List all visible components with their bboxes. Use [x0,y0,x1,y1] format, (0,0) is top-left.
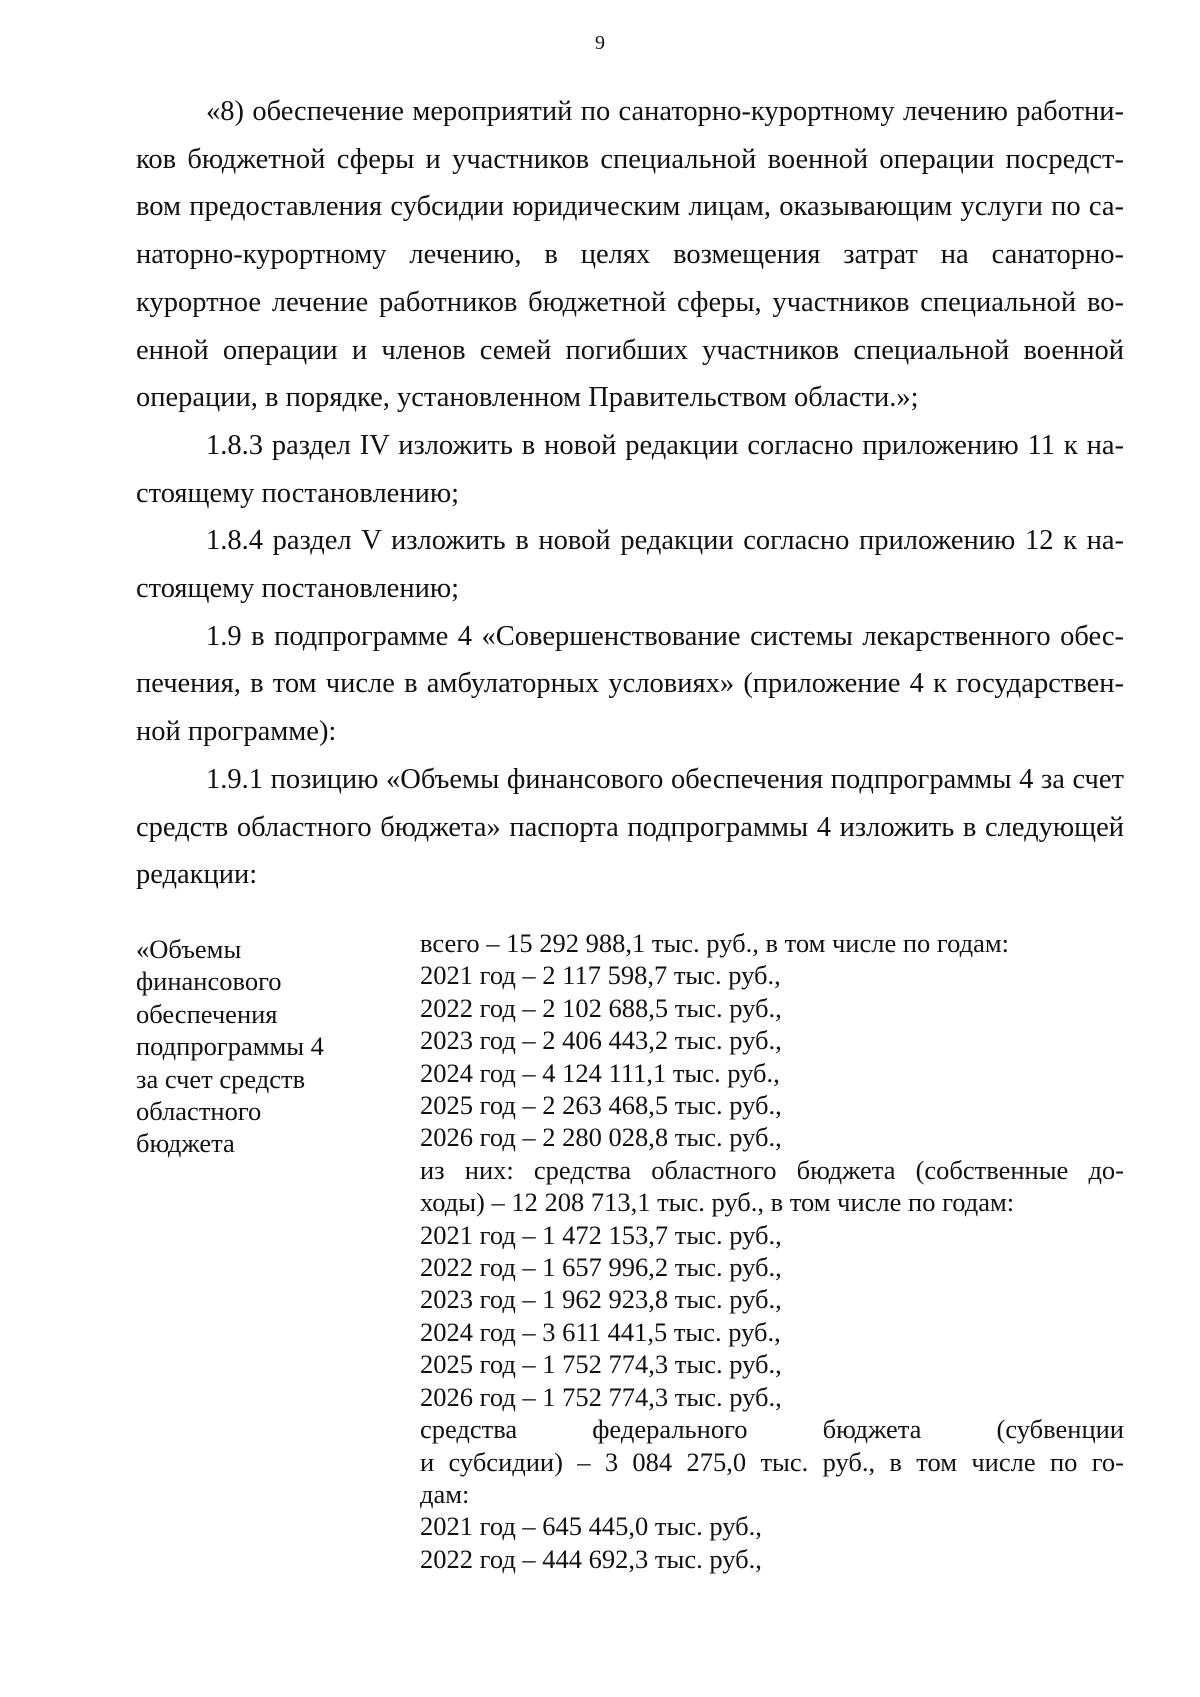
regional-year-line: 2024 год – 3 611 441,5 тыс. руб., [420,1316,781,1347]
federal-year-line: 2022 год – 444 692,3 тыс. руб., [420,1543,762,1574]
passport-label-line: областного [136,1096,262,1127]
passport-label-line: «Объемы [136,934,242,964]
passport-label-line: за счет средств [136,1063,306,1094]
paragraph-1-8-3: 1.8.3 раздел IV изложить в новой редакции согласно приложению 11 к на-стоящему постановлению; [136,429,1124,509]
funding-year-line: 2024 год – 4 124 111,1 тыс. руб., [420,1057,780,1088]
federal-funds-continuation-line: дам: [420,1478,470,1509]
funding-total-line: всего – 15 292 988,1 тыс. руб., в том числе по годам: [420,928,1009,958]
passport-table [136,927,1124,1575]
passport-label-line: обеспечения [136,998,278,1029]
regional-year-line: 2025 год – 1 752 774,3 тыс. руб., [420,1349,782,1380]
paragraph-1-9-1: 1.9.1 позицию «Объемы финансового обеспечения подпрограммы 4 за счет средств областного бюджета» паспорта подпрограммы 4 изложить в следующей редакции: [136,763,1124,891]
passport-label-line: подпрограммы 4 [136,1031,324,1062]
funding-year-line: 2021 год – 2 117 598,7 тыс. руб., [420,960,781,991]
regional-own-funds-line: из них: средства областного бюджета (собственные до- [420,1154,1124,1185]
federal-funds-total-line: и субсидии) – 3 084 275,0 тыс. руб., в том числе по го- [420,1446,1124,1477]
page-number: 9 [595,32,605,54]
regional-year-line: 2026 год – 1 752 774,3 тыс. руб., [420,1381,782,1412]
regional-year-line: 2023 год – 1 962 923,8 тыс. руб., [420,1284,782,1315]
funding-year-line: 2023 год – 2 406 443,2 тыс. руб., [420,1025,782,1056]
regional-year-line: 2021 год – 1 472 153,7 тыс. руб., [420,1219,782,1250]
paragraph-1-8-4: 1.8.4 раздел V изложить в новой редакции согласно приложению 12 к на-стоящему постановлению; [136,525,1124,605]
funding-year-line: 2022 год – 2 102 688,5 тыс. руб., [420,992,782,1023]
federal-funds-line: средства федерального бюджета (субвенции [420,1414,1124,1445]
passport-label-line: финансового [136,966,282,997]
document-body [136,88,1124,899]
funding-year-line: 2025 год – 2 263 468,5 тыс. руб., [420,1090,782,1121]
regional-year-line: 2022 год – 1 657 996,2 тыс. руб., [420,1252,782,1283]
regional-own-funds-total-line: ходы) – 12 208 713,1 тыс. руб., в том числе по годам: [420,1187,1015,1218]
federal-year-line: 2021 год – 645 445,0 тыс. руб., [420,1511,762,1542]
paragraph-item-8: «8) обеспечение мероприятий по санаторно-курортному лечению работни-ков бюджетной сферы и участников специальной военной операции посредст-вом предоставления субсидии юридическим лицам, оказывающим услуги по са-наторно-курортному лечению, в целях возмещения затрат на санаторно-курортное лечение работников бюджетной сферы, участников специальной во-енной операции и членов семей погибших участников специальной военной операции, в порядке, установленном Правительством области.»; [136,96,1124,414]
paragraph-1-9: 1.9 в подпрограмме 4 «Совершенствование системы лекарственного обес-печения, в том числе в амбулаторных условиях» (приложение 4 к государствен-ной программе): [136,620,1124,748]
passport-label-line: бюджета [136,1128,235,1159]
passport-value-column [420,927,1124,1575]
passport-label-column [136,927,420,1575]
funding-year-line: 2026 год – 2 280 028,8 тыс. руб., [420,1122,782,1153]
